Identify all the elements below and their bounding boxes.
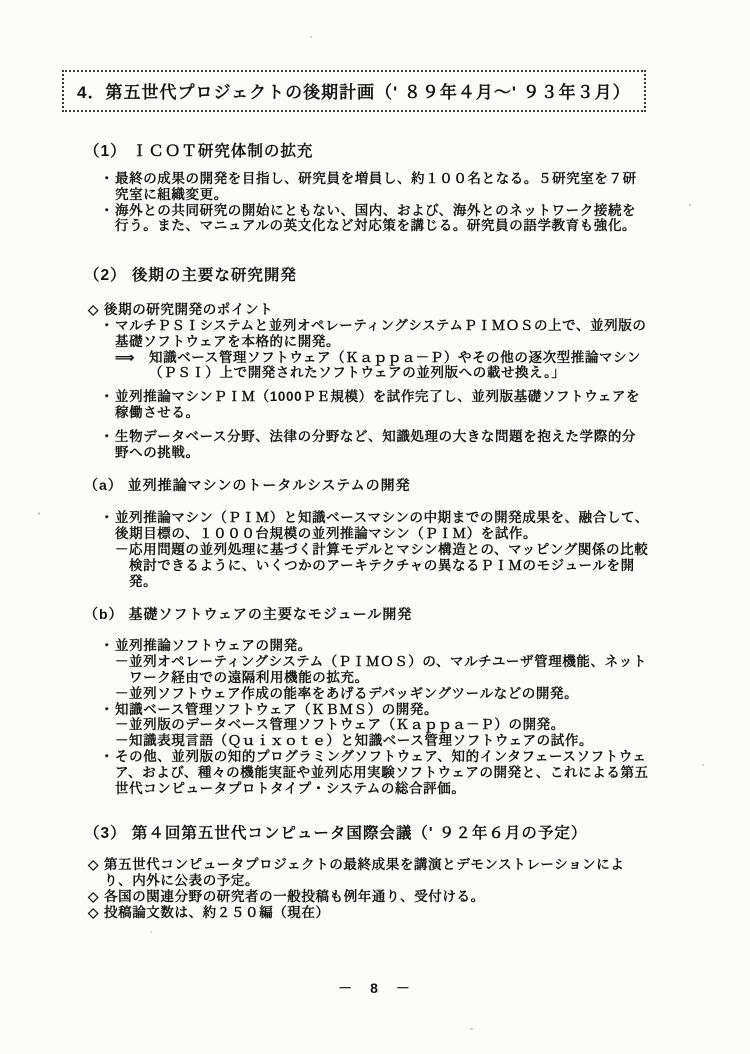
list-item-text: 後期の研究開発のポイント [104, 302, 274, 318]
page-number: － 8 － [338, 980, 412, 996]
section-2-heading: （2） 後期の主要な研究開発 [84, 267, 297, 285]
dash-marker: － [115, 733, 130, 749]
list-item [88, 302, 650, 318]
list-item [88, 889, 650, 905]
list-item [100, 702, 650, 718]
subsection-a-heading: （a） 並列推論マシンのトータルシステムの開発 [84, 477, 411, 494]
list-item-text: 生物データベース分野、法律の分野など、知識処理の大きな問題を抱えた学際的分野への挑戦。 [115, 428, 637, 460]
bullet-marker: ・ [100, 701, 115, 717]
list-item [115, 654, 653, 686]
list-item-text: 知識ベース管理ソフトウェア（ＫＢＭＳ）の開発。 [115, 701, 439, 717]
list-item-text: 並列版のデータベース管理ソフトウェア（Ｋａｐｐａ－Ｐ）の開発。 [129, 717, 565, 733]
section-1-heading: （1） ＩＣＯＴ研究体制の拡充 [84, 143, 314, 160]
list-item-text: 並列推論ソフトウェアの開発。 [115, 638, 312, 654]
scan-speck [702, 764, 704, 766]
list-item [115, 350, 649, 382]
list-item [100, 318, 650, 350]
list-item-text: マルチＰＳＩシステムと並列オペレーティングシステムＰＩＭＯＳの上で、並列版の基礎ソフトウェアを本格的に開発。 [115, 317, 647, 349]
dash-marker: － [115, 685, 130, 701]
scan-speck [470, 1028, 473, 1030]
bullet-marker: ・ [100, 748, 115, 764]
list-item [88, 905, 650, 921]
list-item-text: 第五世代コンピュータプロジェクトの最終成果を講演とデモンストレーションにより、内外に公表の予定。 [104, 857, 625, 889]
list-item-text: 投稿論文数は、約２５０編（現在） [104, 904, 330, 920]
dash-marker: － [115, 541, 130, 557]
bullet-marker: ・ [100, 428, 115, 444]
list-item [115, 733, 653, 749]
list-item-text: 並列推論マシン（ＰＩＭ）と知識ベースマシンの中期までの開発成果を、融合して、後期目標の、１０００台規模の並列推論マシン（ＰＩＭ）を試作。 [115, 510, 649, 542]
list-item-text: 応用問題の並列処理に基づく計算モデルとマシン構造との、マッピング関係の比較検討できるように、いくつかのアーキテクチャの異なるＰＩＭのモジュールを開発。 [129, 541, 649, 589]
list-item [100, 389, 650, 421]
scan-speck [38, 512, 40, 515]
document-title-box [62, 70, 646, 112]
list-item [100, 638, 650, 654]
diamond-marker: ◇ [88, 857, 99, 873]
list-item [100, 510, 650, 542]
list-item-text: 海外との共同研究の開始にともない、国内、および、海外とのネットワーク接続を行う。また、マニュアルの英文化など対応策を講じる。研究員の語学教育も強化。 [115, 202, 637, 234]
list-item [115, 717, 653, 733]
list-item-text: 最終の成果の開発を目指し、研究員を増員し、約１００名となる。５研究室を７研究室に組織変更。 [115, 171, 637, 202]
list-item-text: 並列オペレーティングシステム（ＰＩＭＯＳ）の、マルチユーザ管理機能、ネットワーク経由での遠隔利用機能の拡充。 [129, 654, 647, 685]
bullet-marker: ・ [100, 638, 115, 654]
list-item-text: 並列ソフトウェア作成の能率をあげるデバッギングツールなどの開発。 [129, 685, 579, 701]
list-item-text: 知識ベース管理ソフトウェア（Ｋａｐｐａ－Ｐ）やその他の逐次型推論マシン（ＰＳＩ）上で開発されたソフトウェアの並列版への載せ換え。」 [149, 349, 641, 381]
bullet-marker: ・ [100, 202, 115, 218]
list-item-text: 各国の関連分野の研究者の一般投稿も例年通り、受付ける。 [104, 888, 485, 904]
diamond-marker: ◇ [88, 888, 99, 904]
dash-marker: － [115, 717, 130, 733]
diamond-marker: ◇ [88, 904, 99, 920]
bullet-marker: ・ [100, 171, 115, 186]
bullet-marker: ・ [100, 317, 115, 333]
list-item [115, 542, 653, 589]
scan-speck [150, 931, 152, 933]
bullet-marker: ・ [100, 510, 115, 526]
bullet-marker: ・ [100, 389, 115, 405]
subsection-b-heading: （b） 基礎ソフトウェアの主要なモジュール開発 [84, 606, 413, 623]
scan-speck [310, 36, 312, 38]
scan-speck [689, 204, 691, 206]
document-title: 4．第五世代プロジェクトの後期計画（' ８９年４月～' ９３年３月） [77, 83, 631, 102]
diamond-marker: ◇ [88, 302, 99, 318]
list-item [100, 171, 650, 203]
list-item [100, 203, 650, 235]
list-item [100, 749, 650, 796]
dash-marker: － [115, 654, 130, 670]
section-3-heading: （3） 第４回第五世代コンピュータ国際会議（' ９２年６月の予定） [84, 825, 588, 843]
list-item-text: 知識表現言語（Ｑｕｉｘｏｔｅ）と知識ベース管理ソフトウェアの試作。 [129, 733, 594, 749]
list-item [115, 686, 653, 702]
list-item-text: その他、並列版の知的プログラミングソフトウェア、知的インタフェースソフトウェア、および、種々の機能実証や並列応用実験ソフトウェアの開発と、これによる第五世代コンピュータプロトタイプ・システムの総合評価。 [115, 748, 649, 796]
list-item-text: 並列推論マシンＰＩＭ（1000ＰＥ規模）を試作完了し、並列版基礎ソフトウェアを稼働させる。 [115, 389, 641, 420]
long-double-arrow-icon: ⟹ [115, 349, 135, 365]
list-item [88, 857, 650, 889]
list-item [100, 429, 650, 461]
